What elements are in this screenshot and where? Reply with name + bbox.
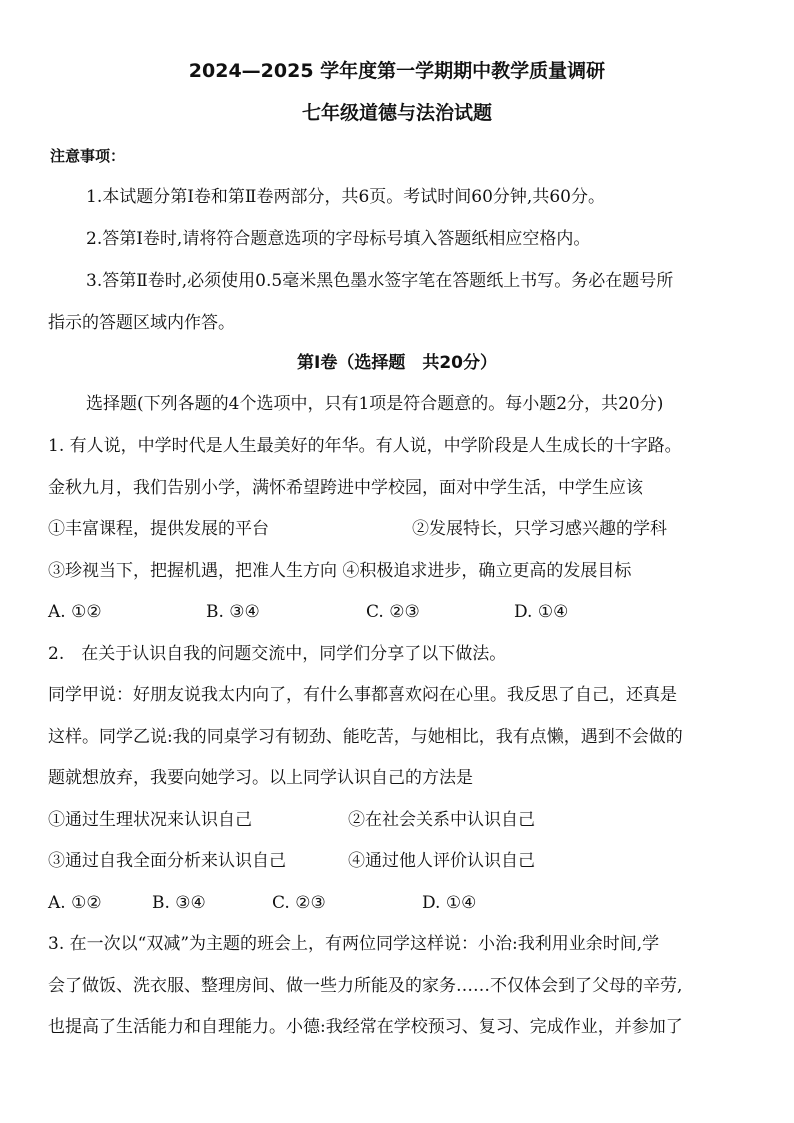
q2-stem-line-3: 这样。同学乙说:我的同桌学习有韧劲、能吃苦，与她相比，我有点懒，遇到不会做的 (48, 727, 683, 747)
q1-choice-c: C. ②③ (366, 602, 420, 622)
q2-choice-a: A. ①② (48, 893, 102, 913)
q1-stem-line-1: 1. 有人说，中学时代是人生最美好的年华。有人说，中学阶段是人生成长的十字路。 (48, 436, 682, 456)
q1-option-1: ①丰富课程，提供发展的平台 (48, 519, 269, 539)
section-heading: 第Ⅰ卷（选择题 共20分） (297, 353, 497, 373)
q2-choice-c: C. ②③ (272, 893, 326, 913)
q2-option-3: ③通过自我全面分析来认识自己 (48, 851, 286, 871)
exam-title: 2024—2025 学年度第一学期期中教学质量调研 (188, 60, 606, 82)
q3-stem-line-2: 会了做饭、洗衣服、整理房间、做一些力所能及的家务……不仅体会到了父母的辛劳, (48, 976, 683, 996)
q2-stem-line-4: 题就想放弃，我要向她学习。以上同学认识自己的方法是 (48, 768, 473, 788)
q2-option-4: ④通过他人评价认识自己 (348, 851, 535, 871)
q1-stem-line-2: 金秋九月，我们告别小学，满怀希望跨进中学校园，面对中学生活，中学生应该 (48, 478, 643, 498)
q2-option-2: ②在社会关系中认识自己 (348, 810, 535, 830)
notice-item-2: 2.答第Ⅰ卷时,请将符合题意选项的字母标号填入答题纸相应空格内。 (86, 229, 591, 249)
q2-choice-b: B. ③④ (152, 893, 206, 913)
q1-choice-d: D. ①④ (514, 602, 569, 622)
q1-option-3-4: ③珍视当下，把握机遇，把准人生方向 ④积极追求进步，确立更高的发展目标 (48, 561, 632, 581)
notice-item-3-cont: 指示的答题区域内作答。 (48, 313, 235, 333)
q2-stem-line-1: 2. 在关于认识自我的问题交流中，同学们分享了以下做法。 (48, 644, 507, 664)
exam-subtitle: 七年级道德与法治试题 (301, 102, 492, 124)
notice-item-3: 3.答第Ⅱ卷时,必须使用0.5毫米黑色墨水签字笔在答题纸上书写。务必在题号所 (86, 271, 674, 291)
q2-stem-line-2: 同学甲说：好朋友说我太内向了，有什么事都喜欢闷在心里。我反思了自己，还真是 (48, 685, 677, 705)
q3-stem-line-1: 3. 在一次以“双减”为主题的班会上，有两位同学这样说：小治:我利用业余时间,学 (48, 934, 660, 954)
notice-heading: 注意事项： (50, 147, 126, 165)
notice-item-1: 1.本试题分第Ⅰ卷和第Ⅱ卷两部分，共6页。考试时间60分钟,共60分。 (86, 187, 605, 207)
q1-choice-a: A. ①② (48, 602, 102, 622)
q1-option-2: ②发展特长，只学习感兴趣的学科 (412, 519, 667, 539)
section-instruction: 选择题(下列各题的4个选项中，只有1项是符合题意的。每小题2分，共20分) (86, 394, 664, 414)
q3-stem-line-3: 也提高了生活能力和自理能力。小德:我经常在学校预习、复习、完成作业，并参加了 (48, 1017, 683, 1037)
q1-choice-b: B. ③④ (206, 602, 260, 622)
q2-option-1: ①通过生理状况来认识自己 (48, 810, 252, 830)
q2-choice-d: D. ①④ (422, 893, 477, 913)
